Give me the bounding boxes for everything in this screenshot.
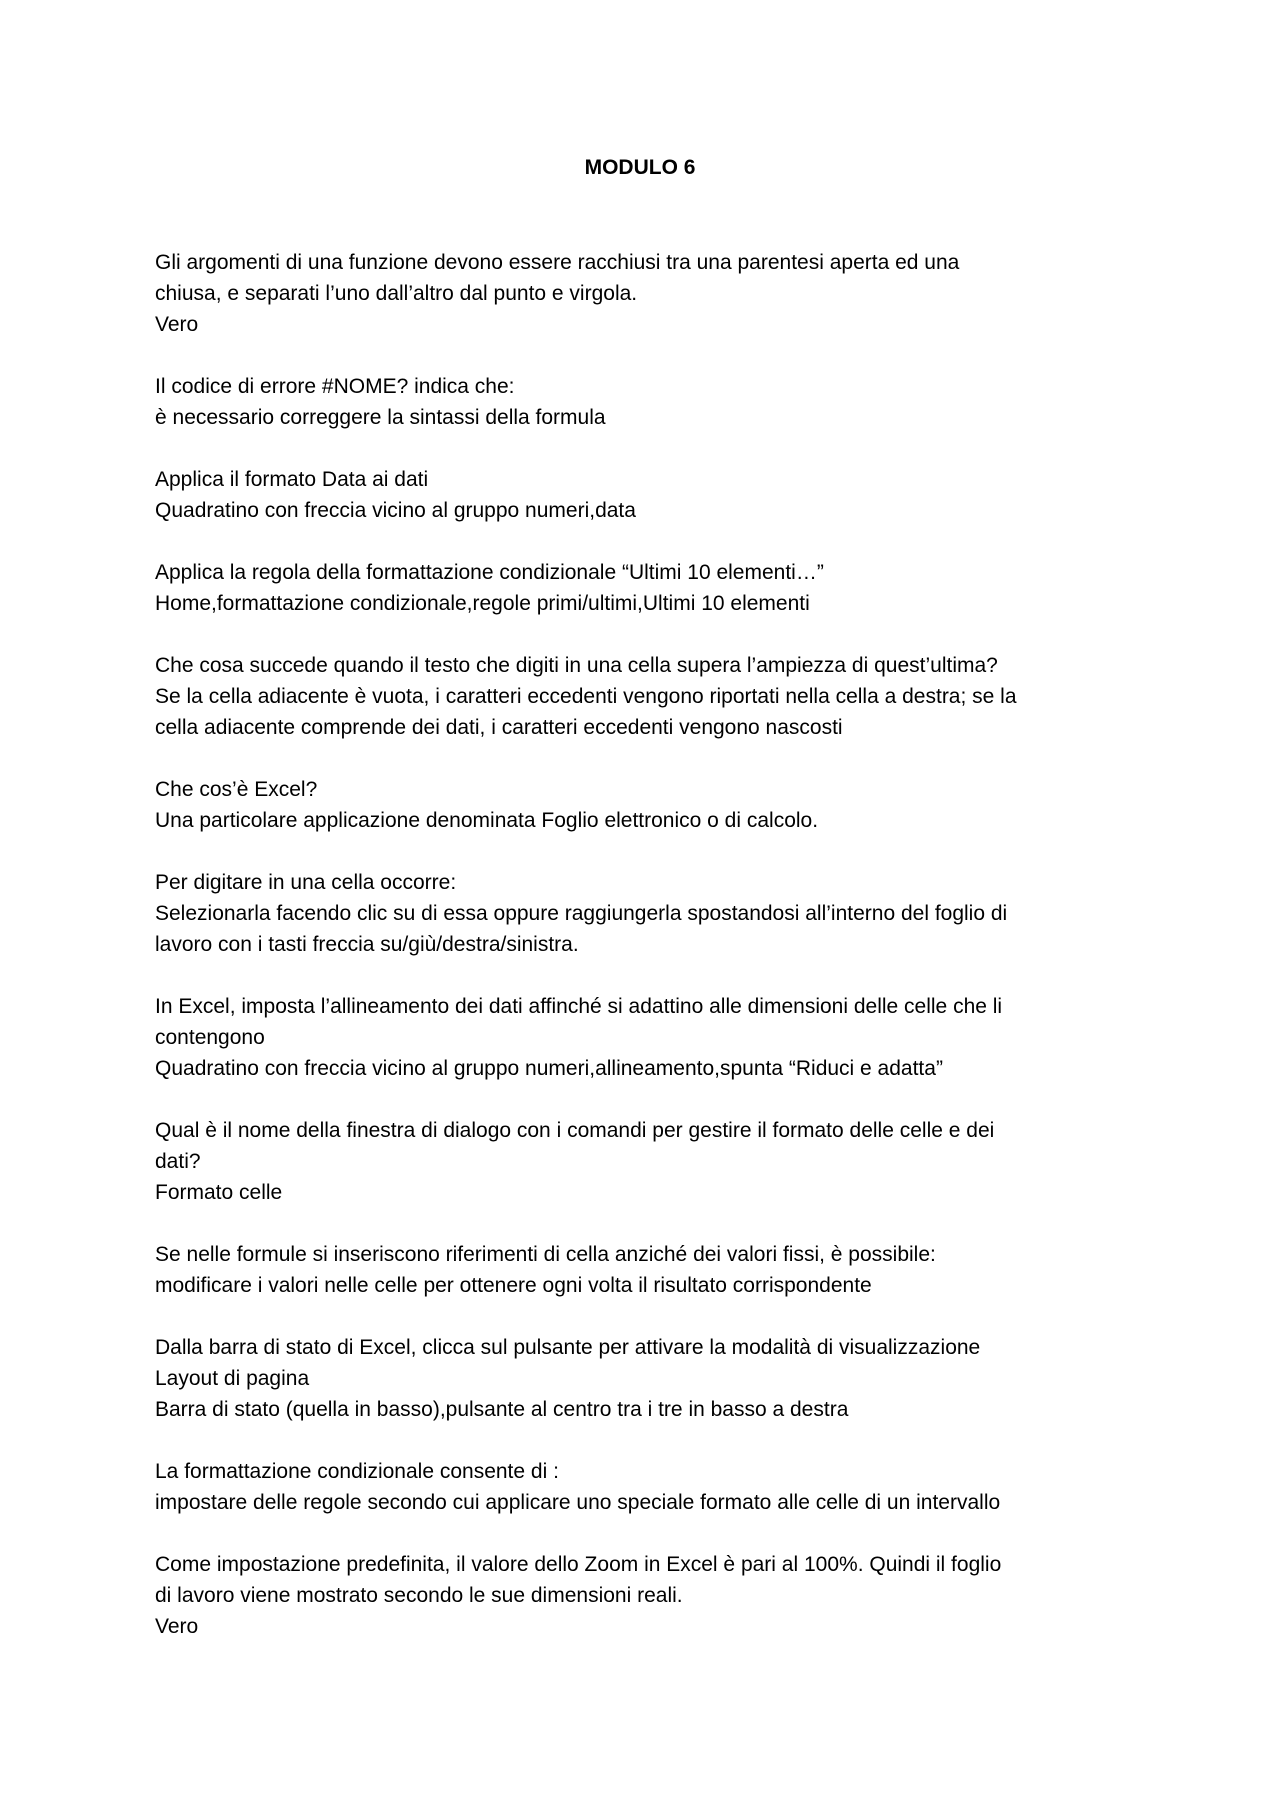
text-line: chiusa, e separati l’uno dall’altro dal punto e virgola. [155, 282, 638, 305]
qa-block [155, 650, 1155, 743]
text-line: Layout di pagina [155, 1367, 310, 1390]
text-line: Dalla barra di stato di Excel, clicca sul pulsante per attivare la modalità di visualizzazione [155, 1336, 981, 1359]
qa-block [155, 1332, 1155, 1425]
text-line: Gli argomenti di una funzione devono essere racchiusi tra una parentesi aperta ed una [155, 251, 960, 274]
text-line: La formattazione condizionale consente di : [155, 1460, 559, 1483]
qa-block [155, 1115, 1155, 1208]
qa-block [155, 1549, 1155, 1642]
text-line: Vero [155, 313, 199, 336]
text-line: Barra di stato (quella in basso),pulsante al centro tra i tre in basso a destra [155, 1398, 849, 1421]
qa-block [155, 557, 1155, 619]
text-line: dati? [155, 1150, 201, 1173]
text-line: Quadratino con freccia vicino al gruppo numeri,allineamento,spunta “Riduci e adatta” [155, 1057, 943, 1080]
text-line: Che cosa succede quando il testo che digiti in una cella supera l’ampiezza di quest’ultima? [155, 654, 998, 677]
qa-block [155, 464, 1155, 526]
text-line: impostare delle regole secondo cui applicare uno speciale formato alle celle di un intervallo [155, 1491, 1001, 1514]
qa-block [155, 991, 1155, 1084]
text-line: Applica la regola della formattazione condizionale “Ultimi 10 elementi…” [155, 561, 824, 584]
text-line: Una particolare applicazione denominata Foglio elettronico o di calcolo. [155, 809, 819, 832]
text-line: Per digitare in una cella occorre: [155, 871, 457, 894]
text-line: Che cos’è Excel? [155, 778, 318, 801]
qa-block [155, 1456, 1155, 1518]
text-line: modificare i valori nelle celle per ottenere ogni volta il risultato corrispondente [155, 1274, 872, 1297]
text-line: Quadratino con freccia vicino al gruppo numeri,data [155, 499, 636, 522]
text-line: contengono [155, 1026, 265, 1049]
qa-block [155, 867, 1155, 960]
text-line: lavoro con i tasti freccia su/giù/destra/sinistra. [155, 933, 579, 956]
qa-block [155, 247, 1155, 340]
text-line: Se la cella adiacente è vuota, i caratteri eccedenti vengono riportati nella cella a destra; se la [155, 685, 1017, 708]
text-line: Qual è il nome della finestra di dialogo con i comandi per gestire il formato delle celle e dei [155, 1119, 995, 1142]
text-line: Applica il formato Data ai dati [155, 468, 429, 491]
text-line: Home,formattazione condizionale,regole primi/ultimi,Ultimi 10 elementi [155, 592, 810, 615]
text-line: è necessario correggere la sintassi della formula [155, 406, 606, 429]
text-line: di lavoro viene mostrato secondo le sue dimensioni reali. [155, 1584, 683, 1607]
text-line: Selezionarla facendo clic su di essa oppure raggiungerla spostandosi all’interno del foglio di [155, 902, 1008, 925]
text-line: Il codice di errore #NOME? indica che: [155, 375, 515, 398]
text-line: In Excel, imposta l’allineamento dei dati affinché si adattino alle dimensioni delle celle che li [155, 995, 1003, 1018]
qa-block [155, 371, 1155, 433]
text-line: Vero [155, 1615, 199, 1638]
qa-block [155, 774, 1155, 836]
text-line: cella adiacente comprende dei dati, i caratteri eccedenti vengono nascosti [155, 716, 843, 739]
text-line: Come impostazione predefinita, il valore dello Zoom in Excel è pari al 100%. Quindi il foglio [155, 1553, 1002, 1576]
text-line: Formato celle [155, 1181, 283, 1204]
text-line: Se nelle formule si inseriscono riferimenti di cella anziché dei valori fissi, è possibile: [155, 1243, 936, 1266]
document-body [155, 247, 1155, 1673]
document-title: MODULO 6 [584, 156, 696, 179]
qa-block [155, 1239, 1155, 1301]
